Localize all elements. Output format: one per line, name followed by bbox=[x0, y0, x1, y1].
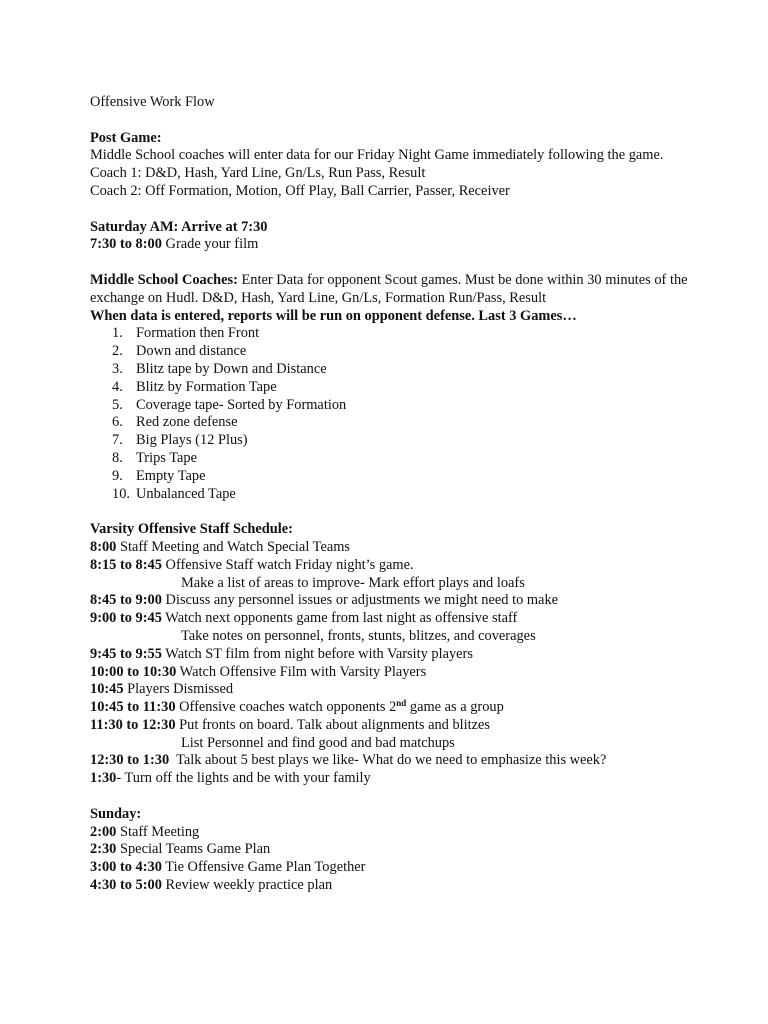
list-item: 10. Unbalanced Tape bbox=[112, 485, 236, 502]
sunday-section bbox=[90, 806, 690, 895]
schedule-row: 11:30 to 12:30 Put fronts on board. Talk about alignments and blitzes bbox=[90, 716, 491, 733]
sunday-heading: Sunday: bbox=[90, 805, 142, 822]
varsity-section bbox=[90, 521, 690, 788]
document-page bbox=[90, 94, 690, 895]
schedule-row: 9:00 to 9:45 Watch next opponents game from last night as offensive staff bbox=[90, 610, 518, 627]
coach1-duties: Coach 1: D&D, Hash, Yard Line, Gn/Ls, Run Pass, Result bbox=[90, 165, 426, 182]
list-item: 6. Red zone defense bbox=[112, 414, 238, 431]
schedule-row: 1:30- Turn off the lights and be with your family bbox=[90, 770, 371, 787]
middle-school-section bbox=[90, 272, 690, 503]
schedule-row: 2:00 Staff Meeting bbox=[90, 823, 200, 840]
middle-school-label: Middle School Coaches: bbox=[90, 271, 238, 288]
schedule-row: 10:00 to 10:30 Watch Offensive Film with Varsity Players bbox=[90, 663, 427, 680]
saturday-section bbox=[90, 219, 690, 255]
post-game-heading: Post Game: bbox=[90, 129, 162, 146]
schedule-row: 8:00 Staff Meeting and Watch Special Teams bbox=[90, 538, 351, 555]
schedule-row: 10:45 to 11:30 Offensive coaches watch opponents 2nd game as a group bbox=[90, 698, 504, 716]
schedule-subrow: Take notes on personnel, fronts, stunts, blitzes, and coverages bbox=[181, 627, 536, 644]
saturday-time: 7:30 to 8:00 bbox=[90, 236, 162, 253]
spacer bbox=[90, 254, 690, 272]
document-title: Offensive Work Flow bbox=[90, 94, 215, 110]
schedule-row: 10:45 Players Dismissed bbox=[90, 681, 234, 698]
spacer bbox=[90, 503, 690, 521]
schedule-row: 9:45 to 9:55 Watch ST film from night before with Varsity players bbox=[90, 645, 473, 662]
reports-list bbox=[90, 325, 690, 503]
schedule-row: 4:30 to 5:00 Review weekly practice plan bbox=[90, 877, 333, 894]
schedule-subrow: List Personnel and find good and bad matchups bbox=[181, 734, 455, 751]
list-item: 4. Blitz by Formation Tape bbox=[112, 378, 277, 395]
schedule-row: 12:30 to 1:30 Talk about 5 best plays we like- What do we need to emphasize this week? bbox=[90, 752, 607, 769]
list-item: 5. Coverage tape- Sorted by Formation bbox=[112, 396, 347, 413]
middle-school-text: Enter Data for opponent Scout games. Must be done within 30 minutes of the exchange on Hudl. D&D, Hash, Yard Line, Gn/Ls, Formation Run/Pass, Result bbox=[90, 271, 688, 306]
list-item: 8. Trips Tape bbox=[112, 449, 197, 466]
post-game-text: Middle School coaches will enter data for our Friday Night Game immediately following the game. bbox=[90, 147, 664, 164]
list-item: 3. Blitz tape by Down and Distance bbox=[112, 360, 327, 377]
spacer bbox=[90, 788, 690, 806]
reports-note: When data is entered, reports will be run on opponent defense. Last 3 Games… bbox=[90, 307, 577, 324]
schedule-subrow: Make a list of areas to improve- Mark effort plays and loafs bbox=[181, 574, 525, 591]
saturday-task: Grade your film bbox=[161, 236, 259, 253]
varsity-heading: Varsity Offensive Staff Schedule: bbox=[90, 521, 293, 538]
list-item: 7. Big Plays (12 Plus) bbox=[112, 432, 248, 449]
spacer bbox=[90, 112, 690, 130]
coach2-duties: Coach 2: Off Formation, Motion, Off Play, Ball Carrier, Passer, Receiver bbox=[90, 182, 510, 199]
schedule-row: 2:30 Special Teams Game Plan bbox=[90, 841, 271, 858]
list-item: 9. Empty Tape bbox=[112, 467, 206, 484]
spacer bbox=[90, 201, 690, 219]
post-game-section bbox=[90, 130, 690, 201]
schedule-row: 8:45 to 9:00 Discuss any personnel issues or adjustments we might need to make bbox=[90, 592, 559, 609]
list-item: 2. Down and distance bbox=[112, 343, 247, 360]
schedule-row: 8:15 to 8:45 Offensive Staff watch Friday night’s game. bbox=[90, 556, 414, 573]
saturday-heading: Saturday AM: Arrive at 7:30 bbox=[90, 218, 268, 235]
schedule-row: 3:00 to 4:30 Tie Offensive Game Plan Together bbox=[90, 859, 366, 876]
list-item: 1. Formation then Front bbox=[112, 325, 260, 342]
